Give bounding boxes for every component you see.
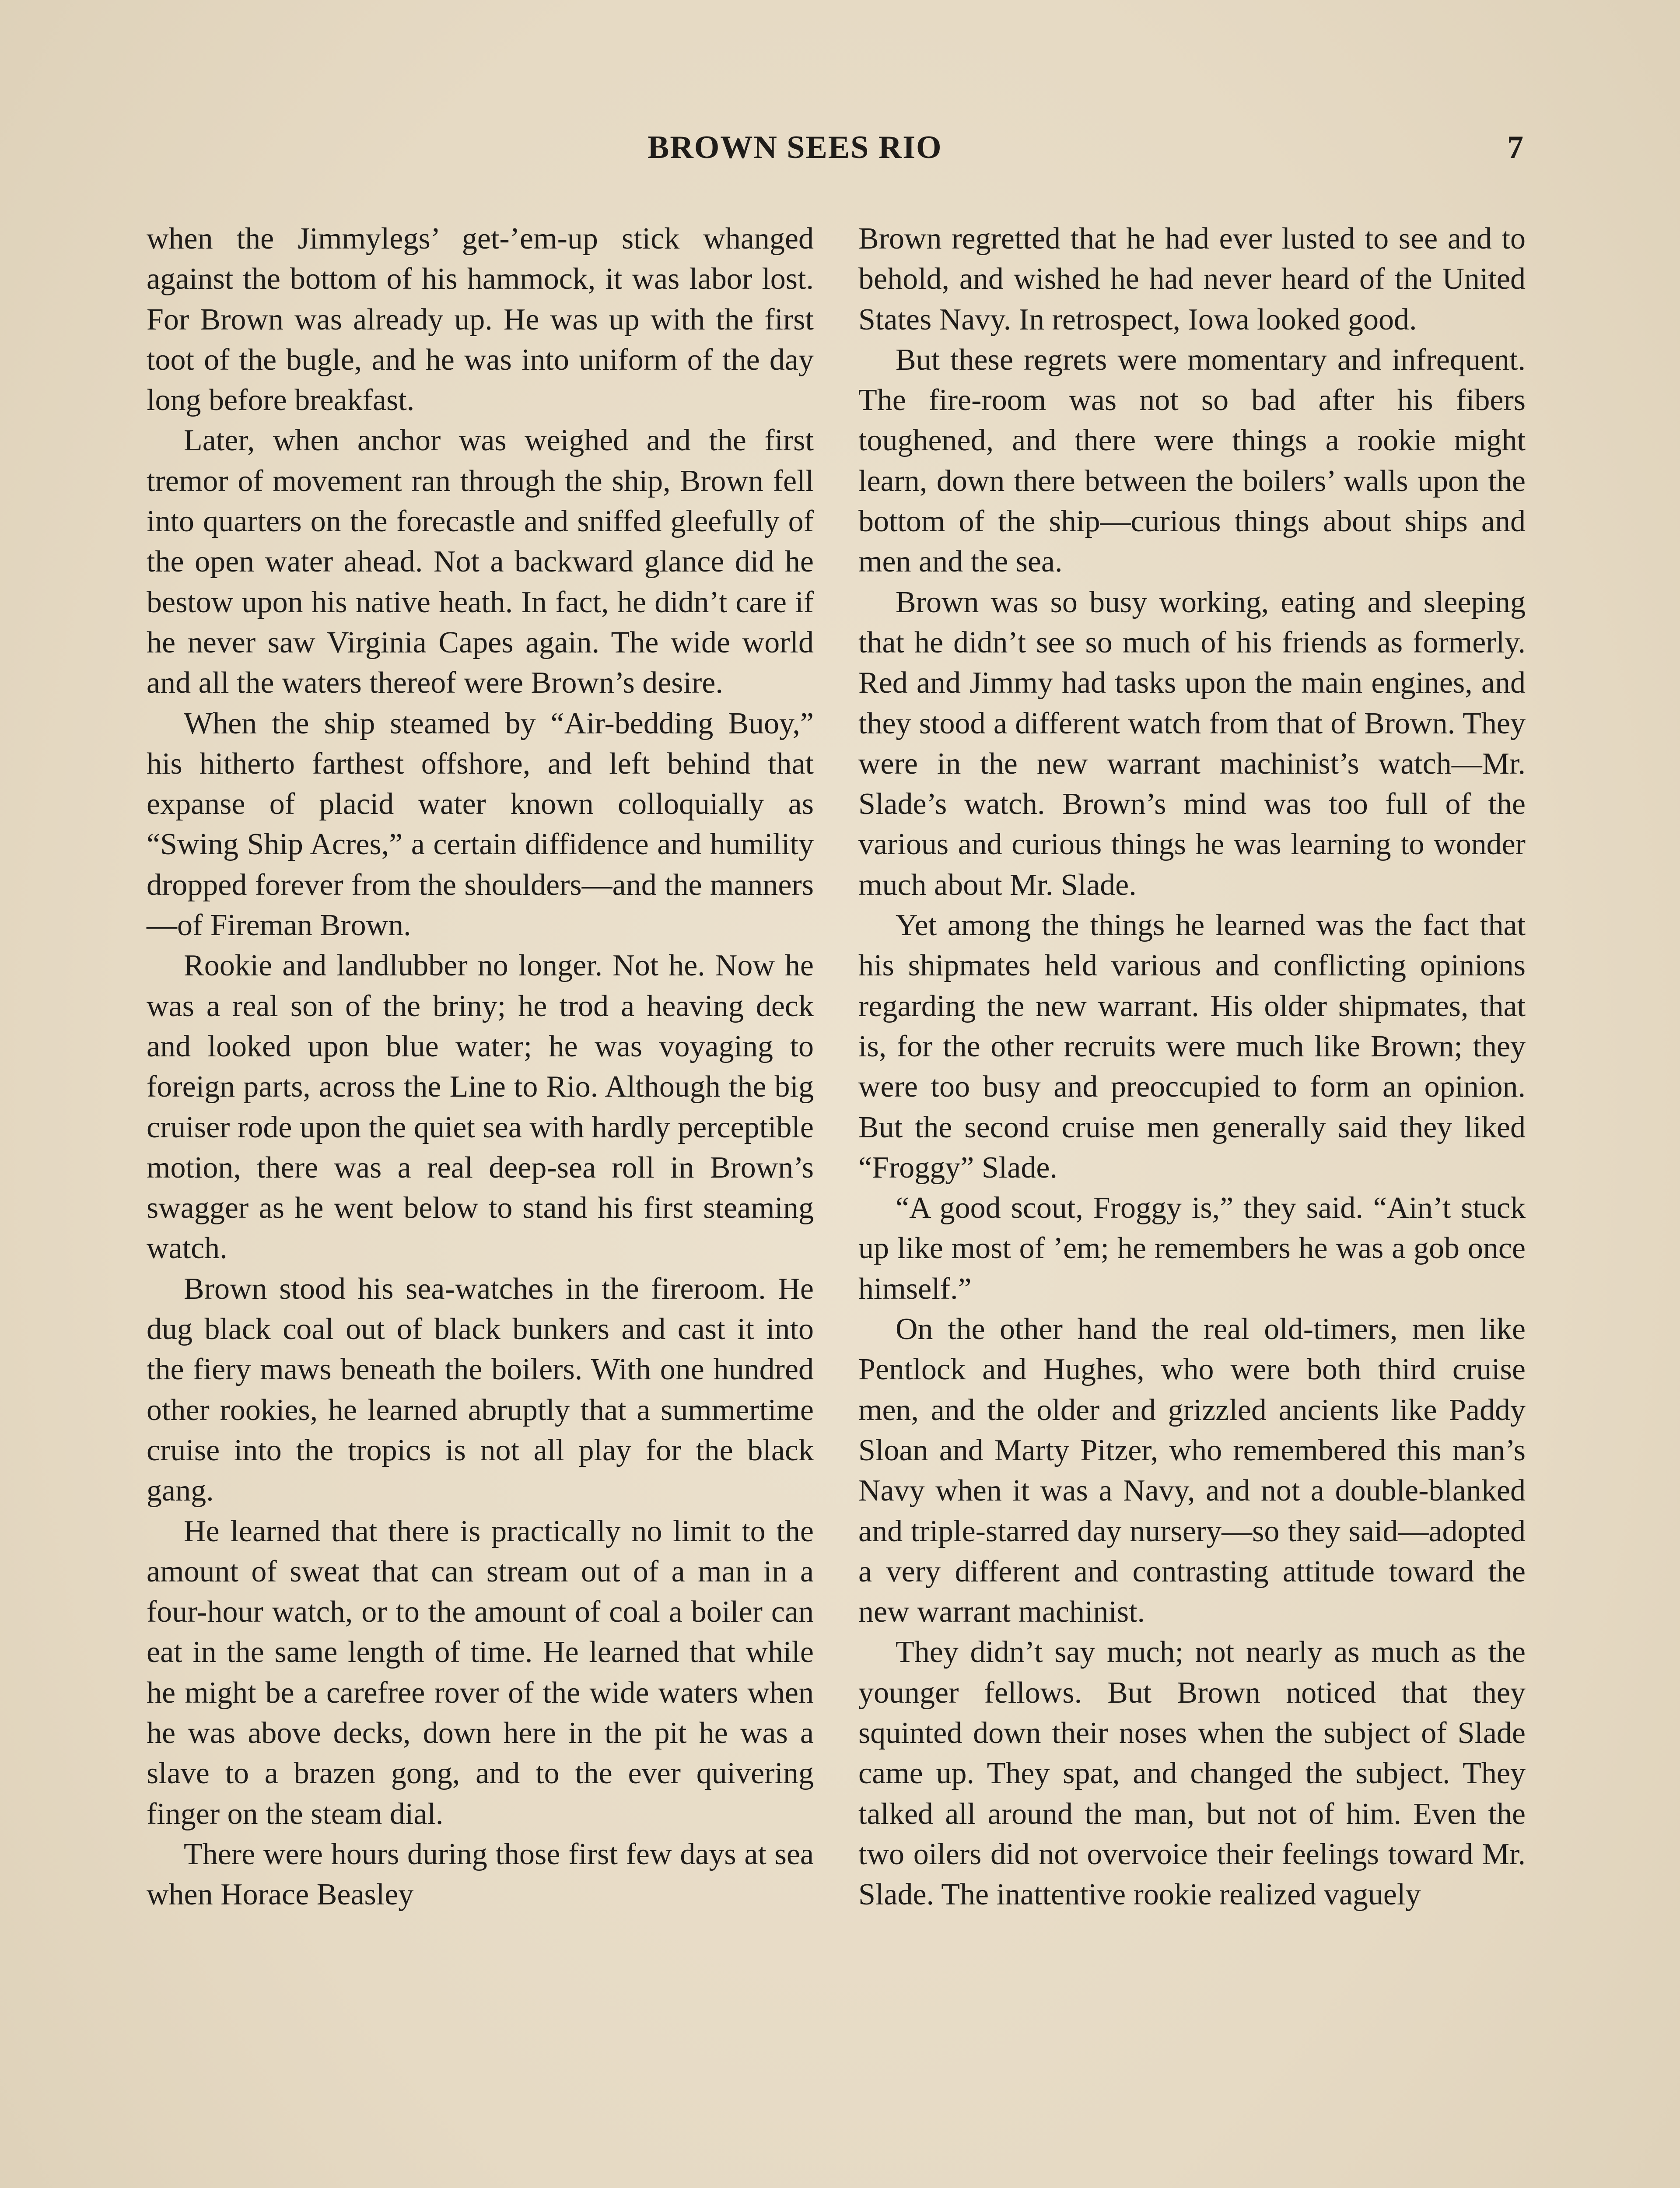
paragraph: There were hours during those first few days at sea when Horace Beasley <box>147 1837 814 1912</box>
paragraph: But these regrets were momentary and infrequent. The fire-room was not so bad after his fibers toughened, and there were things a rookie might learn, down there between the boilers’ walls upon the bottom of the ship—curious things about ships and men and the sea. <box>858 343 1526 579</box>
paragraph: Rookie and landlubber no longer. Not he. Now he was a real son of the briny; he trod a heaving deck and looked upon blue water; he was voyaging to foreign parts, across the Line to Rio. Although the big cruiser rode upon the quiet sea with hardly perceptible motion, there was a real deep-sea roll in Brown’s swagger as he went below to stand his first steaming watch. <box>147 949 814 1266</box>
right-column <box>858 219 1526 1915</box>
paragraph: Brown was so busy working, eating and sleeping that he didn’t see so much of his friends as formerly. Red and Jimmy had tasks upon the main engines, and they stood a different watch from that of Brown. They were in the new warrant machinist’s watch—Mr. Slade’s watch. Brown’s mind was too full of the various and curious things he was learning to wonder much about Mr. Slade. <box>858 585 1526 902</box>
paragraph: when the Jimmylegs’ get-’em-up stick whanged against the bottom of his hammock, it was labor lost. For Brown was already up. He was up with the first toot of the bugle, and he was into uniform of the day long before breakfast. <box>147 222 814 417</box>
paragraph: When the ship steamed by “Air-bedding Buoy,” his hitherto farthest offshore, and left behind that expanse of placid water known colloquially as “Swing Ship Acres,” a certain diffidence and humility dropped forever from the shoulders—and the manners—of Fireman Brown. <box>147 706 814 943</box>
paragraph: Brown regretted that he had ever lusted to see and to behold, and wished he had never heard of the United States Navy. In retrospect, Iowa looked good. <box>858 222 1526 337</box>
paragraph: He learned that there is practically no limit to the amount of sweat that can stream out of a man in a four-hour watch, or to the amount of coal a boiler can eat in the same length of time. He learned that while he might be a carefree rover of the wide waters when he was above decks, down here in the pit he was a slave to a brazen gong, and to the ever quivering finger on the steam dial. <box>147 1514 814 1831</box>
running-title: BROWN SEES RIO <box>648 130 942 165</box>
paragraph: On the other hand the real old-timers, men like Pentlock and Hughes, who were both third cruise men, and the older and grizzled ancients like Paddy Sloan and Marty Pitzer, who remembered this man’s Navy when it was a Navy, and not a double-blanked and triple-starred day nursery—so they said—adopted a very different and contrasting attitude toward the new warrant machinist. <box>858 1312 1526 1629</box>
paragraph: “A good scout, Froggy is,” they said. “Ain’t stuck up like most of ’em; he remembers he was a gob once himself.” <box>858 1191 1526 1306</box>
paragraph: Later, when anchor was weighed and the first tremor of movement ran through the ship, Brown fell into quarters on the forecastle and sniffed gleefully of the open water ahead. Not a backward glance did he bestow upon his native heath. In fact, he didn’t care if he never saw Virginia Capes again. The wide world and all the waters thereof were Brown’s desire. <box>147 424 814 700</box>
page-number: 7 <box>1507 130 1523 165</box>
paragraph: Yet among the things he learned was the fact that his shipmates held various and conflicting opinions regarding the new warrant. His older shipmates, that is, for the other recruits were much like Brown; they were too busy and preoccupied to form an opinion. But the second cruise men generally said they liked “Froggy” Slade. <box>858 908 1526 1185</box>
paragraph: They didn’t say much; not nearly as much as the younger fellows. But Brown noticed that they squinted down their noses when the subject of Slade came up. They spat, and changed the subject. They talked all around the man, but not of him. Even the two oilers did not overvoice their feelings toward Mr. Slade. The inattentive rookie realized vaguely <box>858 1635 1526 1912</box>
left-column <box>147 219 814 1915</box>
paragraph: Brown stood his sea-watches in the fireroom. He dug black coal out of black bunkers and cast it into the fiery maws beneath the boilers. With one hundred other rookies, he learned abruptly that a summertime cruise into the tropics is not all play for the black gang. <box>147 1272 814 1508</box>
